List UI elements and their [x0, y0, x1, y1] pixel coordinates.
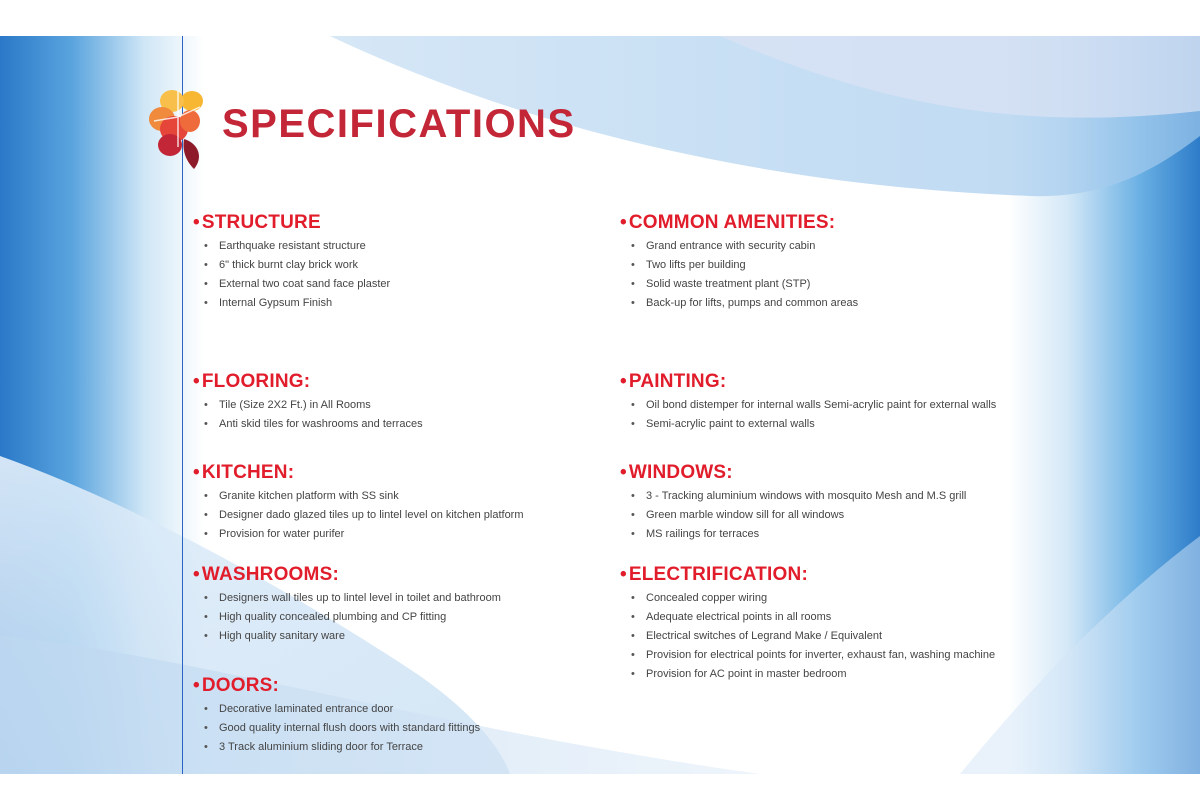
list-item: • Provision for water purifer — [203, 525, 524, 544]
list-item: • Adequate electrical points in all rooms — [630, 608, 995, 627]
section-painting — [620, 371, 996, 434]
section-heading — [193, 564, 501, 586]
list-item: • High quality sanitary ware — [203, 627, 501, 646]
list-item: • 3 Track aluminium sliding door for Terrace — [203, 738, 480, 757]
list-item: • Provision for electrical points for inverter, exhaust fan, washing machine — [630, 646, 995, 665]
section-doors — [193, 675, 480, 757]
list-item: • Back-up for lifts, pumps and common areas — [630, 294, 858, 313]
list-item: • Grand entrance with security cabin — [630, 237, 858, 256]
list-item: • Anti skid tiles for washrooms and terraces — [203, 415, 423, 434]
section-electrification — [620, 564, 995, 684]
section-heading — [620, 371, 996, 393]
heading-bullet-icon: • — [193, 212, 200, 233]
spec-list — [630, 487, 966, 544]
list-item: • Designer dado glazed tiles up to lintel level on kitchen platform — [203, 506, 524, 525]
list-item: • Concealed copper wiring — [630, 589, 995, 608]
list-item: • High quality concealed plumbing and CP fitting — [203, 608, 501, 627]
section-common-amenities — [620, 212, 858, 313]
spec-list — [630, 396, 996, 434]
section-heading — [620, 212, 858, 234]
list-item: • Solid waste treatment plant (STP) — [630, 275, 858, 294]
list-item: • Decorative laminated entrance door — [203, 700, 480, 719]
list-item: • Semi-acrylic paint to external walls — [630, 415, 996, 434]
heading-text: COMMON AMENITIES: — [628, 212, 836, 233]
section-flooring — [193, 371, 423, 434]
heading-bullet-icon: • — [193, 371, 200, 392]
heading-bullet-icon: • — [620, 371, 627, 392]
section-structure — [193, 212, 390, 313]
list-item: • Provision for AC point in master bedroom — [630, 665, 995, 684]
list-item: • Good quality internal flush doors with standard fittings — [203, 719, 480, 738]
heading-bullet-icon: • — [620, 212, 627, 233]
spec-list — [203, 700, 480, 757]
heading-text: WASHROOMS: — [201, 564, 339, 585]
section-heading — [193, 462, 524, 484]
heading-bullet-icon: • — [193, 564, 200, 585]
section-heading — [620, 564, 995, 586]
spec-list — [630, 237, 858, 313]
heading-text: FLOORING: — [201, 371, 311, 392]
spec-list — [203, 237, 390, 313]
list-item: • External two coat sand face plaster — [203, 275, 390, 294]
list-item: • Two lifts per building — [630, 256, 858, 275]
section-heading — [620, 462, 966, 484]
section-heading — [193, 371, 423, 393]
list-item: • Green marble window sill for all windows — [630, 506, 966, 525]
list-item: • Internal Gypsum Finish — [203, 294, 390, 313]
heading-bullet-icon: • — [620, 564, 627, 585]
list-item: • Oil bond distemper for internal walls Semi-acrylic paint for external walls — [630, 396, 996, 415]
spec-list — [203, 396, 423, 434]
section-windows — [620, 462, 966, 544]
heading-text: DOORS: — [201, 675, 280, 696]
section-heading — [193, 212, 390, 234]
section-washrooms — [193, 564, 501, 646]
section-kitchen — [193, 462, 524, 544]
spec-list — [203, 487, 524, 544]
list-item: • Electrical switches of Legrand Make / Equivalent — [630, 627, 995, 646]
page-title: SPECIFICATIONS — [222, 102, 576, 146]
heading-text: STRUCTURE — [201, 212, 321, 233]
spec-list — [630, 589, 995, 684]
heading-text: WINDOWS: — [628, 462, 733, 483]
list-item: • Designers wall tiles up to lintel level in toilet and bathroom — [203, 589, 501, 608]
heading-text: ELECTRIFICATION: — [628, 564, 808, 585]
heading-bullet-icon: • — [193, 462, 200, 483]
list-item: • 6" thick burnt clay brick work — [203, 256, 390, 275]
list-item: • Earthquake resistant structure — [203, 237, 390, 256]
section-heading — [193, 675, 480, 697]
list-item: • Tile (Size 2X2 Ft.) in All Rooms — [203, 396, 423, 415]
spec-list — [203, 589, 501, 646]
heading-text: PAINTING: — [628, 371, 727, 392]
list-item: • MS railings for terraces — [630, 525, 966, 544]
heading-text: KITCHEN: — [201, 462, 295, 483]
list-item: • Granite kitchen platform with SS sink — [203, 487, 524, 506]
heading-bullet-icon: • — [193, 675, 200, 696]
list-item: • 3 - Tracking aluminium windows with mosquito Mesh and M.S grill — [630, 487, 966, 506]
heading-bullet-icon: • — [620, 462, 627, 483]
flower-petals-logo — [148, 87, 210, 171]
specifications-slide — [0, 36, 1200, 774]
